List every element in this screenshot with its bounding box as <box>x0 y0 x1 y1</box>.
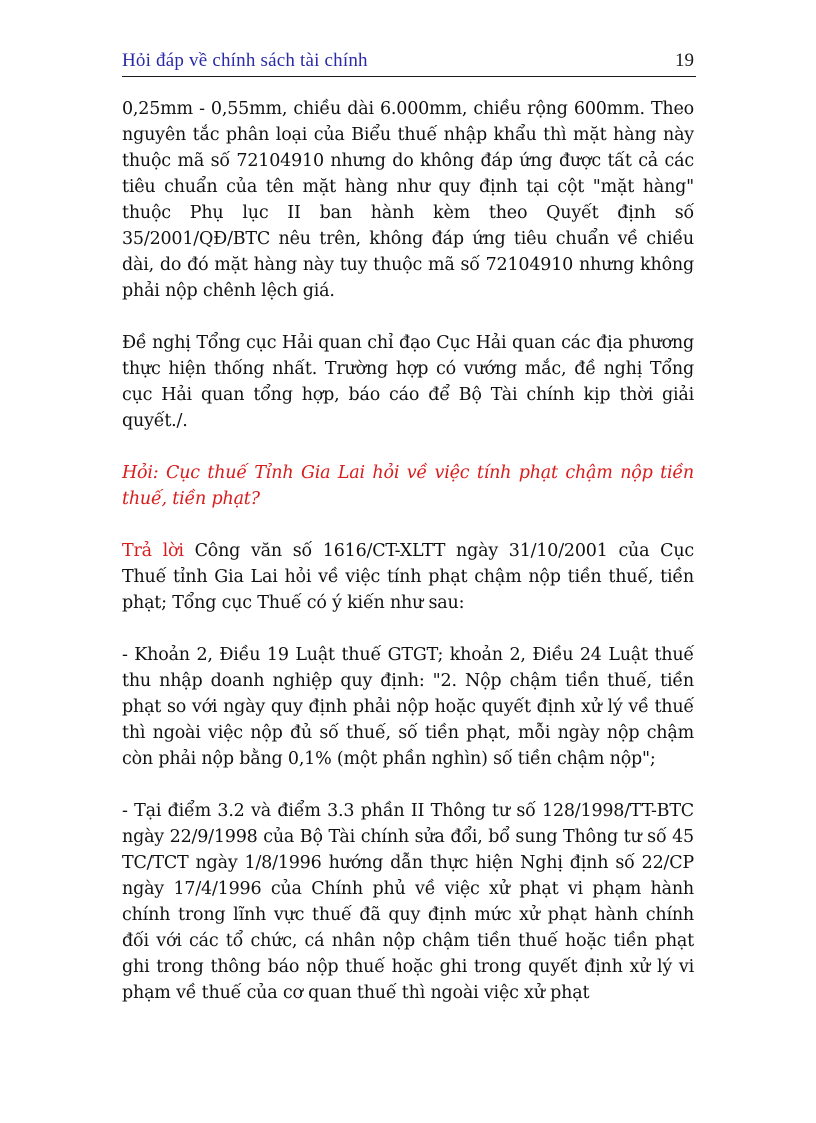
page-header <box>122 50 696 77</box>
answer-label: Trả lời <box>122 541 184 561</box>
paragraph-circular: - Tại điểm 3.2 và điểm 3.3 phần II Thông tư số 128/1998/TT-BTC ngày 22/9/1998 của Bộ Tài chính sửa đổi, bổ sung Thông tư số 45 TC/TCT ngày 1/8/1996 hướng dẫn thực hiện Nghị định số 22/CP ngày 17/4/1996 của Chính phủ về việc xử phạt vi phạm hành chính trong lĩnh vực thuế đã quy định mức xử phạt hành chính đối với các tổ chức, cá nhân nộp chậm tiền thuế hoặc tiền phạt ghi trong thông báo nộp thuế hoặc ghi trong quyết định xử lý vi phạm về thuế của cơ quan thuế thì ngoài việc xử phạt <box>122 801 694 1003</box>
answer-paragraph <box>122 538 694 616</box>
paragraph-law-clause: - Khoản 2, Điều 19 Luật thuế GTGT; khoản 2, Điều 24 Luật thuế thu nhập doanh nghiệp quy định: "2. Nộp chậm tiền thuế, tiền phạt so với ngày quy định phải nộp hoặc quyết định xử lý về thuế thì ngoài việc nộp đủ số thuế, số tiền phạt, mỗi ngày nộp chậm còn phải nộp bằng 0,1% (một phần nghìn) số tiền chậm nộp"; <box>122 645 694 769</box>
page-number: 19 <box>675 50 694 71</box>
question-heading: Hỏi: Cục thuế Tỉnh Gia Lai hỏi về việc tính phạt chậm nộp tiền thuế, tiền phạt? <box>122 463 694 509</box>
answer-text: Công văn số 1616/CT-XLTT ngày 31/10/2001 của Cục Thuế tỉnh Gia Lai hỏi về việc tính phạt chậm nộp tiền thuế, tiền phạt; Tổng cục Thuế có ý kiến như sau: <box>122 541 694 613</box>
paragraph-continuation: 0,25mm - 0,55mm, chiều dài 6.000mm, chiều rộng 600mm. Theo nguyên tắc phân loại của Biểu thuế nhập khẩu thì mặt hàng này thuộc mã số 72104910 nhưng do không đáp ứng được tất cả các tiêu chuẩn của tên mặt hàng như quy định tại cột "mặt hàng" thuộc Phụ lục II ban hành kèm theo Quyết định số 35/2001/QĐ/BTC nêu trên, không đáp ứng tiêu chuẩn về chiều dài, do đó mặt hàng này tuy thuộc mã số 72104910 nhưng không phải nộp chênh lệch giá. <box>122 99 694 301</box>
document-body <box>122 96 694 1032</box>
paragraph-request: Đề nghị Tổng cục Hải quan chỉ đạo Cục Hải quan các địa phương thực hiện thống nhất. Trường hợp có vướng mắc, đề nghị Tổng cục Hải quan tổng hợp, báo cáo để Bộ Tài chính kịp thời giải quyết./. <box>122 333 694 431</box>
header-title: Hỏi đáp về chính sách tài chính <box>122 50 368 71</box>
